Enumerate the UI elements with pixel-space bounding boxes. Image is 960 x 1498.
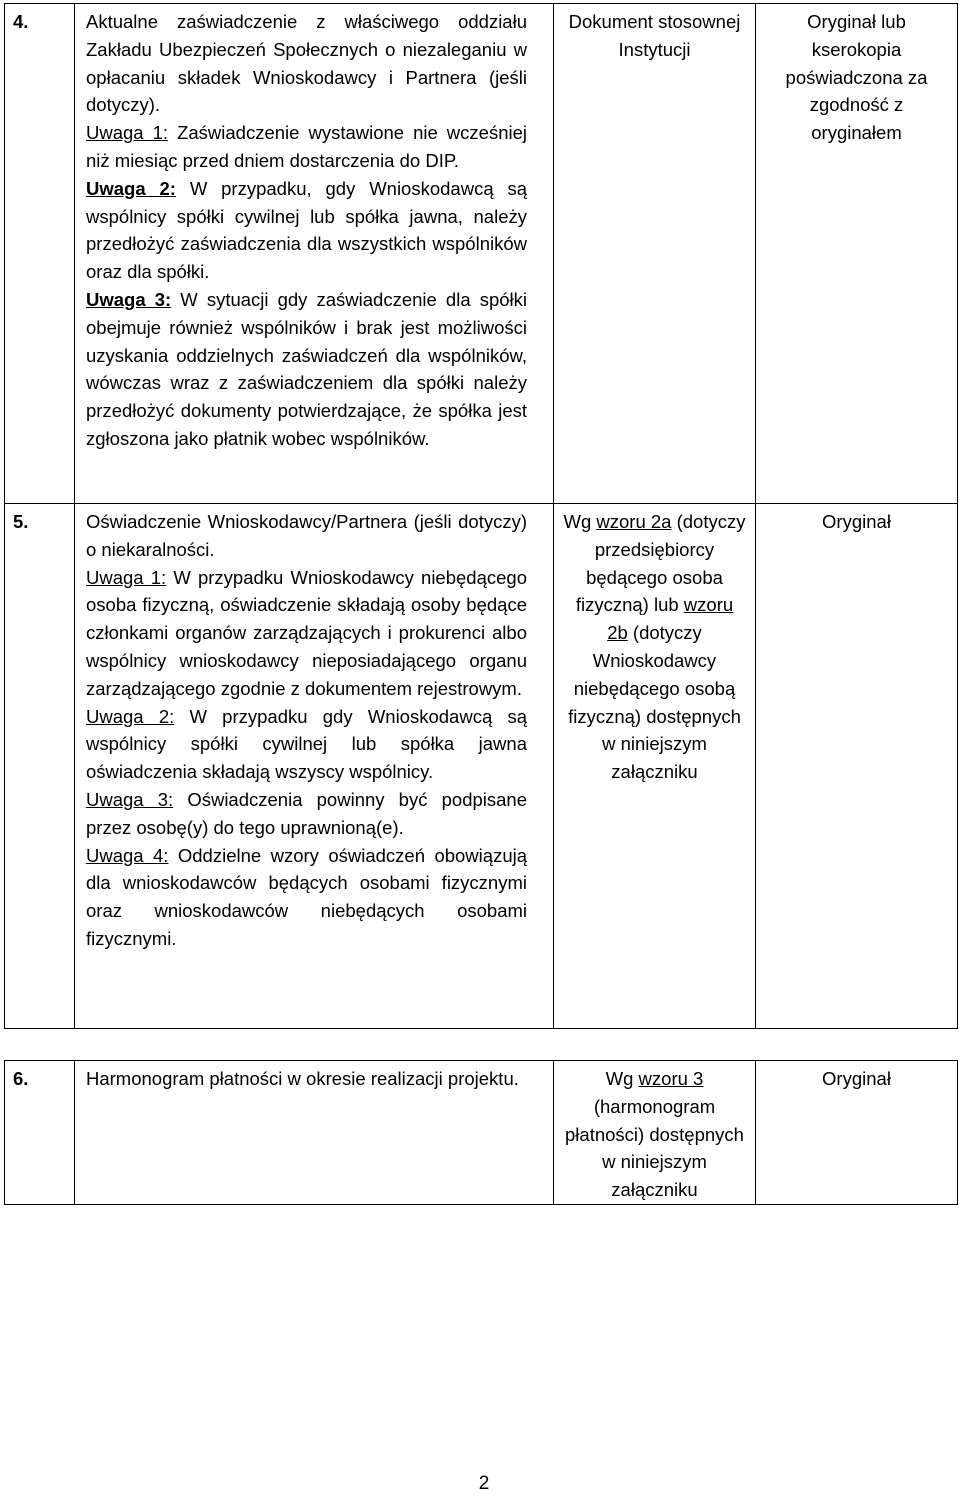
doc-text: Wg	[563, 511, 597, 532]
link-text: wzoru	[683, 594, 734, 616]
row-number: 4.	[5, 4, 75, 504]
template-link-2a[interactable]: wzoru 2a	[596, 511, 672, 532]
document-form: Oryginał lub kserokopia poświadczona za zgodność z oryginałem	[756, 4, 958, 504]
note-label: Uwaga 3:	[86, 788, 174, 810]
table-row	[5, 1061, 958, 1205]
document-type	[554, 504, 756, 1029]
row-number: 6.	[5, 1061, 75, 1205]
note-label: Uwaga 2:	[86, 705, 175, 727]
note-text: Oddzielne wzory oświadczeń obowiązują dla wnioskodawców będących osobami fizycznymi oraz wnioskodawców niebędących osobami fizycznymi.	[86, 844, 528, 949]
doc-text: (dotyczy Wnioskodawcy niebędącego osobą fizyczną) dostępnych w niniejszym załączniku	[568, 622, 741, 783]
note	[86, 703, 527, 786]
page-number: 2	[478, 1473, 490, 1494]
doc-text: Wg	[605, 1068, 639, 1089]
document-type: Dokument stosownej Instytucji	[554, 4, 756, 504]
link-text: 2b	[607, 622, 628, 644]
note	[86, 786, 527, 842]
note-label: Uwaga 2:	[86, 177, 176, 199]
doc-text: (dotyczy przedsiębiorcy będącego osoba fizyczną) lub	[575, 511, 746, 616]
description-intro: Aktualne zaświadczenie z właściwego oddziału Zakładu Ubezpieczeń Społecznych o niezaleganiu w opłacaniu składek Wnioskodawcy i Partnera (jeśli dotyczy).	[86, 11, 527, 116]
document-type	[554, 1061, 756, 1205]
template-link-3[interactable]: wzoru 3	[638, 1068, 704, 1089]
note	[86, 175, 527, 286]
note-label: Uwaga 1:	[86, 122, 169, 144]
row-description	[75, 504, 554, 1029]
note-text: Zaświadczenie wystawione nie wcześniej niż miesiąc przed dniem dostarczenia do DIP.	[86, 122, 528, 171]
row-description	[75, 1061, 554, 1205]
note-label: Uwaga 1:	[86, 566, 167, 588]
note-text: W przypadku, gdy Wnioskodawcą są wspólnicy spółki cywilnej lub spółka jawna, należy przedłożyć zaświadczenia dla wszystkich wspólników oraz dla spółki.	[86, 177, 528, 283]
note	[86, 842, 527, 953]
row-number: 5.	[5, 504, 75, 1029]
description-intro: Harmonogram płatności w okresie realizacji projektu.	[86, 1068, 519, 1089]
note-text: Oświadczenia powinny być podpisane przez osobę(y) do tego uprawnioną(e).	[86, 788, 527, 838]
table-row	[5, 504, 958, 1029]
note-label: Uwaga 3:	[86, 288, 172, 310]
document-form: Oryginał	[756, 1061, 958, 1205]
requirements-table	[4, 3, 958, 1029]
note	[86, 119, 527, 175]
note-text: W przypadku gdy Wnioskodawcą są wspólnicy spółki cywilnej lub spółka jawna oświadczenia składają wszyscy wspólnicy.	[86, 705, 528, 783]
note-label: Uwaga 4:	[86, 844, 169, 866]
doc-text: (harmonogram płatności) dostępnych w niniejszym załączniku	[565, 1095, 744, 1201]
note	[86, 564, 527, 703]
document-form: Oryginał	[756, 504, 958, 1029]
description-intro: Oświadczenie Wnioskodawcy/Partnera (jeśli dotyczy) o niekaralności.	[86, 511, 527, 560]
note-text: W przypadku Wnioskodawcy niebędącego osoba fizyczną, oświadczenie składają osoby będące członkami organów zarządzających i prokurenci albo wspólnicy wnioskodawcy nieposiadającego organu zarządzającego zgodnie z dokumentem rejestrowym.	[86, 566, 527, 699]
requirements-table-continued	[4, 1060, 958, 1205]
note	[86, 286, 527, 453]
table-row	[5, 4, 958, 504]
row-description	[75, 4, 554, 504]
note-text: W sytuacji gdy zaświadczenie dla spółki obejmuje również wspólników i brak jest możliwości uzyskania oddzielnych zaświadczeń dla wspólników, wówczas wraz z zaświadczeniem dla spółki należy przedłożyć dokumenty potwierdzające, że spółka jest zgłoszona jako płatnik wobec wspólników.	[86, 288, 527, 449]
